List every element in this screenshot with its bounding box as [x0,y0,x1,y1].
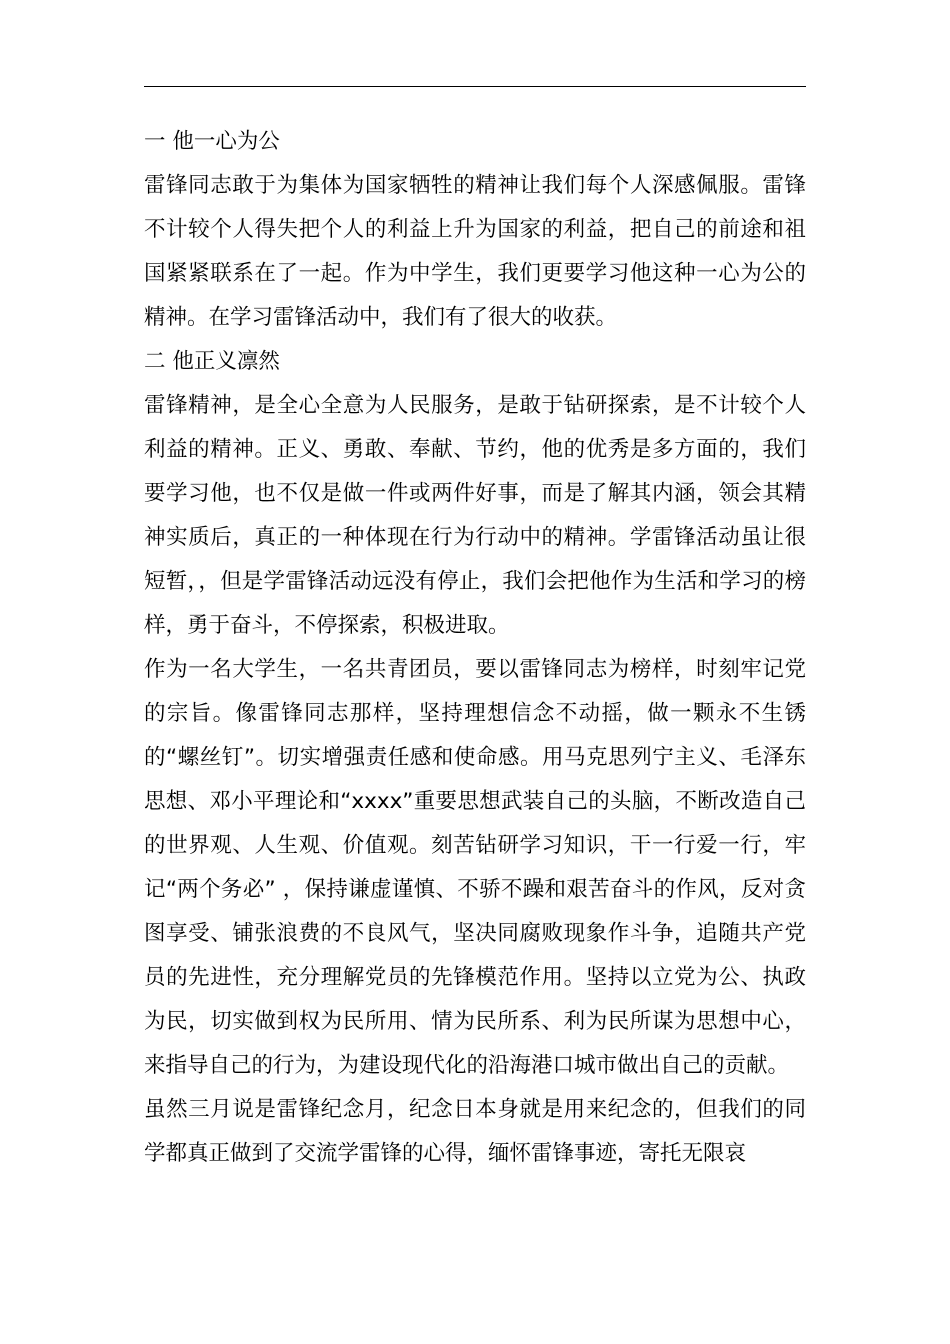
section-heading-2: 二 他正义凛然 [144,349,280,374]
paragraph: 作为一名大学生，一名共青团员，要以雷锋同志为榜样，时刻牢记党的宗旨。像雷锋同志那样，坚持理想信念不动摇，做一颗永不生锈的“螺丝钉”。切实增强责任感和使命感。用马克思列宁主义、毛泽东思想、邓小平理论和“xxxx”重要思想武装自己的头脑，不断改造自己的世界观、人生观、价值观。刻苦钻研学习知识，干一行爱一行，牢记“两个务必” ，保持谦虚谨慎、不骄不躁和艰苦奋斗的作风，反对贪图享受、铺张浪费的不良风气，坚决同腐败现象作斗争，追随共产党员的先进性，充分理解党员的先锋模范作用。坚持以立党为公、执政为民，切实做到权为民所用、情为民所系、利为民所谋为思想中心，来指导自己的行为，为建设现代化的沿海港口城市做出自己的贡献。 [144,657,806,1078]
header-rule [144,86,806,87]
section-heading-1: 一 他一心为公 [144,129,280,154]
paragraph: 雷锋同志敢于为集体为国家牺牲的精神让我们每个人深感佩服。雷锋不计较个人得失把个人的利益上升为国家的利益，把自己的前途和祖国紧紧联系在了一起。作为中学生，我们更要学习他这种一心为公的精神。在学习雷锋活动中，我们有了很大的收获。 [144,173,806,330]
document-body [144,120,806,1176]
paragraph: 虽然三月说是雷锋纪念月，纪念日本身就是用来纪念的，但我们的同学都真正做到了交流学雷锋的心得，缅怀雷锋事迹，寄托无限哀 [144,1097,806,1166]
paragraph: 雷锋精神，是全心全意为人民服务，是敢于钻研探索，是不计较个人利益的精神。正义、勇敢、奉献、节约，他的优秀是多方面的，我们要学习他，也不仅是做一件或两件好事，而是了解其内涵，领会其精神实质后，真正的一种体现在行为行动中的精神。学雷锋活动虽让很短暂，，但是学雷锋活动远没有停止，我们会把他作为生活和学习的榜样，勇于奋斗，不停探索，积极进取。 [144,393,806,638]
